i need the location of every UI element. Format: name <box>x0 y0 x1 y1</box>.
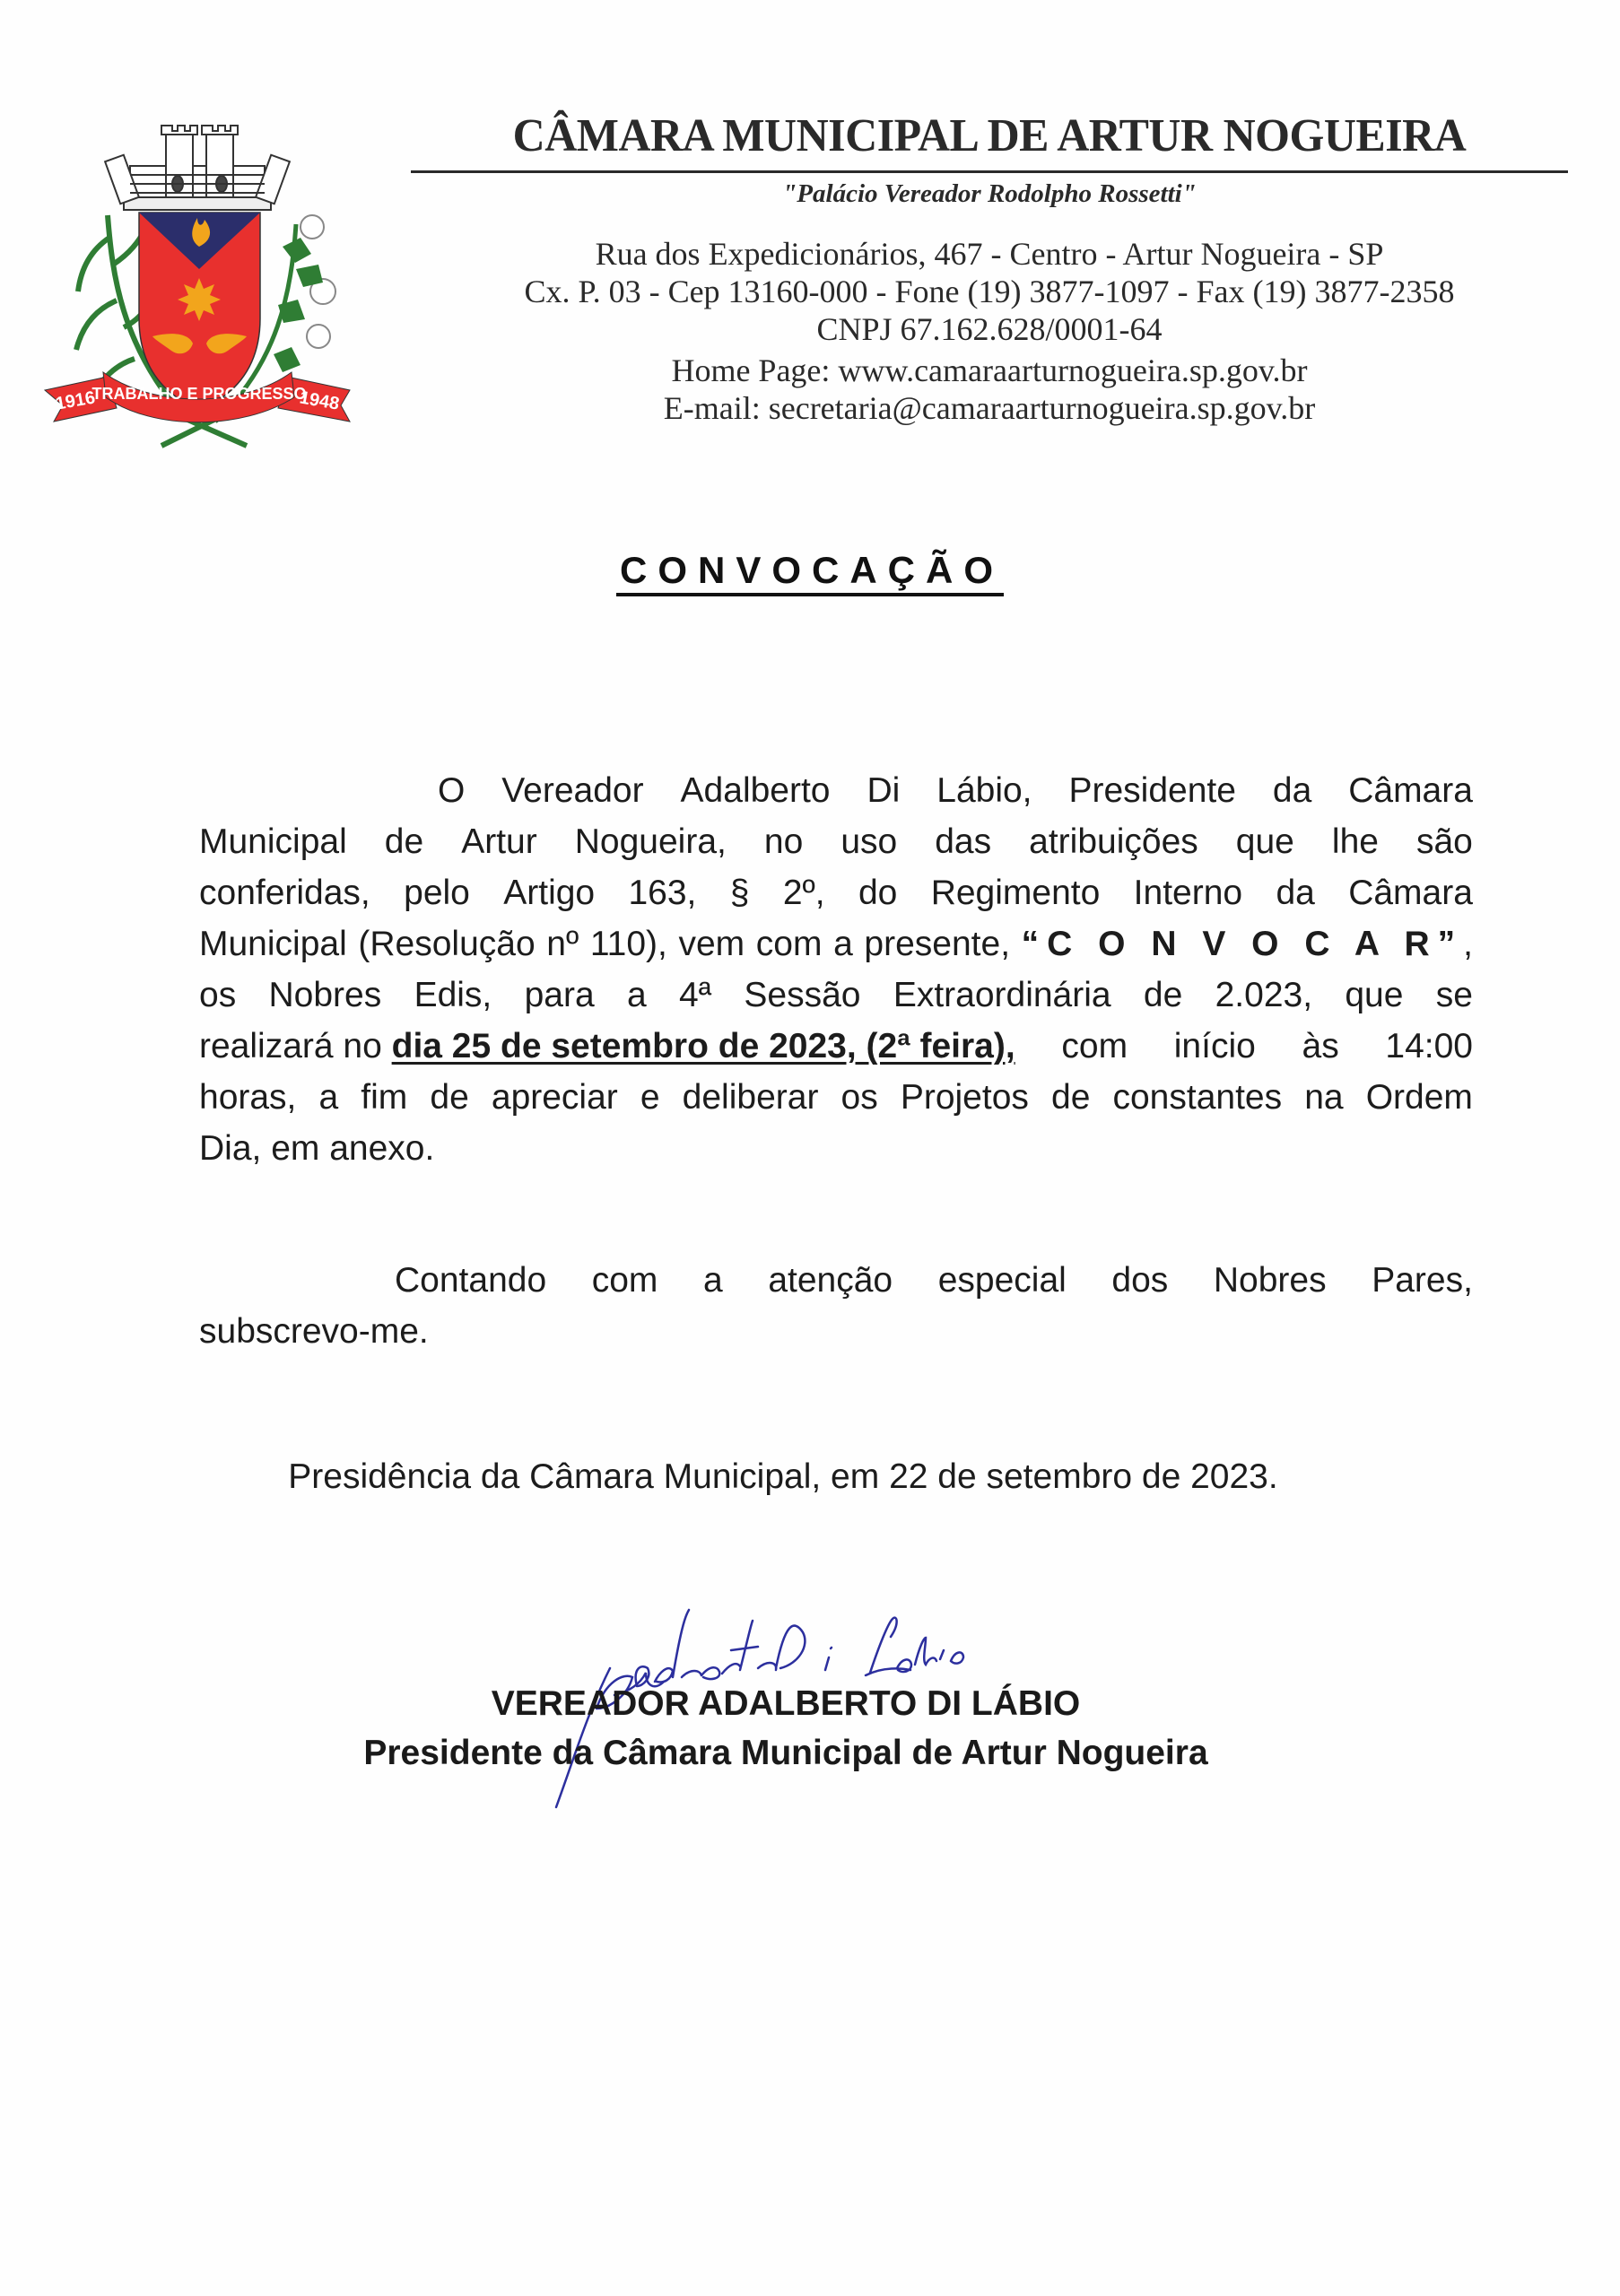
institution-name: CÂMARA MUNICIPAL DE ARTUR NOGUEIRA <box>512 110 1467 161</box>
paragraph2-line <box>199 1309 1473 1355</box>
word: Contando <box>395 1261 547 1300</box>
word: especial <box>937 1261 1067 1300</box>
paragraph1-line <box>199 921 1473 968</box>
word: vem <box>678 925 745 963</box>
document-title <box>0 549 1620 592</box>
word: na <box>1304 1078 1344 1117</box>
crest-year-right: 1948 <box>298 387 341 414</box>
word: de <box>1051 1078 1091 1117</box>
word: constantes <box>1112 1078 1283 1117</box>
word: 2º, <box>782 874 825 912</box>
address-line: Rua dos Expedicionários, 467 - Centro - Artur Nogueira - SP <box>595 236 1384 272</box>
word: a <box>318 1078 339 1117</box>
word: conferidas, <box>199 874 370 912</box>
word: Adalberto <box>680 771 831 810</box>
word: Artigo <box>503 874 596 912</box>
word: Presidente <box>1068 771 1236 810</box>
document-title-text: CONVOCAÇÃO <box>616 549 1004 596</box>
paragraph1-line <box>199 1126 1473 1172</box>
word: no <box>763 822 804 861</box>
word: Lábio, <box>936 771 1032 810</box>
word: atribuições <box>1029 822 1198 861</box>
signatory-name: VEREADOR ADALBERTO DI LÁBIO <box>491 1684 1081 1723</box>
paragraph1-line <box>199 819 1473 865</box>
paragraph1-line <box>438 768 1473 814</box>
paragraph1-line <box>199 1074 1473 1121</box>
word: do <box>858 874 898 912</box>
word: (Resolução <box>358 925 536 963</box>
word: os <box>840 1078 878 1117</box>
word: Regimento <box>930 874 1101 912</box>
word: Edis, <box>414 976 492 1014</box>
word: Ordem <box>1365 1078 1473 1117</box>
word: de <box>430 1078 469 1117</box>
word: horas, <box>199 1078 297 1117</box>
word: e <box>640 1078 660 1117</box>
text-run: subscrevo-me. <box>199 1312 429 1351</box>
word: os <box>199 976 237 1014</box>
word: 110), <box>589 925 667 963</box>
word: Pares, <box>1372 1261 1473 1300</box>
crest-motto: TRABALHO E PROGRESSO <box>91 385 307 403</box>
text-run: Dia, em anexo. <box>199 1129 435 1168</box>
word: a <box>626 976 647 1014</box>
word: com <box>755 925 823 963</box>
email-line: E-mail: secretaria@camaraarturnogueira.sp.gov.br <box>663 390 1316 426</box>
coat-of-arms-logo <box>36 112 359 453</box>
word: Municipal <box>199 925 347 963</box>
word: a <box>833 925 853 963</box>
convocar-comma: , <box>1463 925 1473 963</box>
star-icon <box>178 278 221 321</box>
word: 2.023, <box>1215 976 1313 1014</box>
word: de <box>384 822 424 861</box>
word: da <box>1272 771 1312 810</box>
session-date-emphasis: dia 25 de setembro de 2023, (2ª feira), <box>391 1027 1015 1065</box>
paragraph1-line <box>199 870 1473 917</box>
word: de <box>1143 976 1183 1014</box>
word: 14:00 <box>1385 1027 1473 1065</box>
word: com <box>591 1261 658 1300</box>
word: das <box>935 822 992 861</box>
word: uso <box>840 822 898 861</box>
contact-line: Cx. P. 03 - Cep 13160-000 - Fone (19) 3877-1097 - Fax (19) 3877-2358 <box>524 274 1455 309</box>
word: Câmara <box>1348 771 1473 810</box>
word: Municipal <box>199 822 347 861</box>
signatory-role: Presidente da Câmara Municipal de Artur Nogueira <box>363 1734 1208 1772</box>
crest-year-left: 1916 <box>54 387 97 414</box>
word: Extraordinária <box>893 976 1111 1014</box>
word: início <box>1173 1027 1256 1065</box>
word: atenção <box>768 1261 893 1300</box>
mural-crown-icon <box>105 126 290 210</box>
homepage-line: Home Page: www.camaraarturnogueira.sp.gov.br <box>671 352 1308 388</box>
word: Sessão <box>744 976 861 1014</box>
word: com <box>1061 1027 1128 1065</box>
place-date: Presidência da Câmara Municipal, em 22 de setembro de 2023. <box>288 1457 1278 1496</box>
building-name: "Palácio Vereador Rodolpho Rossetti" <box>782 179 1197 208</box>
letterhead-divider <box>411 170 1568 173</box>
word: lhe <box>1331 822 1379 861</box>
word: Artur <box>461 822 537 861</box>
word: Vereador <box>501 771 644 810</box>
word: Câmara <box>1348 874 1473 912</box>
paragraph1-line <box>199 1023 1473 1070</box>
word: 4ª <box>678 976 712 1014</box>
word: dos <box>1111 1261 1169 1300</box>
word: que <box>1235 822 1294 861</box>
paragraph1-line <box>199 972 1473 1019</box>
word: pelo <box>404 874 470 912</box>
word: Di <box>867 771 901 810</box>
word: para <box>524 976 595 1014</box>
paragraph2-line <box>395 1257 1473 1304</box>
word: se <box>1435 976 1473 1014</box>
text-run: realizará no <box>199 1027 382 1065</box>
word: apreciar <box>491 1078 618 1117</box>
word: § <box>729 874 750 912</box>
word: Interno <box>1133 874 1243 912</box>
word: deliberar <box>682 1078 819 1117</box>
word: a <box>703 1261 723 1300</box>
cnpj-line: CNPJ 67.162.628/0001-64 <box>816 311 1163 347</box>
word: Projetos <box>900 1078 1029 1117</box>
word: que <box>1345 976 1404 1014</box>
word: Nobres <box>268 976 382 1014</box>
word: nº <box>546 925 579 963</box>
shield-icon <box>139 213 260 408</box>
word: O <box>438 771 466 810</box>
convocar-emphasis: “C O N V O C A R” <box>1021 925 1464 963</box>
word: presente, <box>864 925 1011 963</box>
word: da <box>1276 874 1315 912</box>
word: fim <box>361 1078 408 1117</box>
word: são <box>1415 822 1473 861</box>
word: às <box>1302 1027 1339 1065</box>
word: Nobres <box>1213 1261 1327 1300</box>
word: Nogueira, <box>574 822 727 861</box>
word: 163, <box>628 874 697 912</box>
